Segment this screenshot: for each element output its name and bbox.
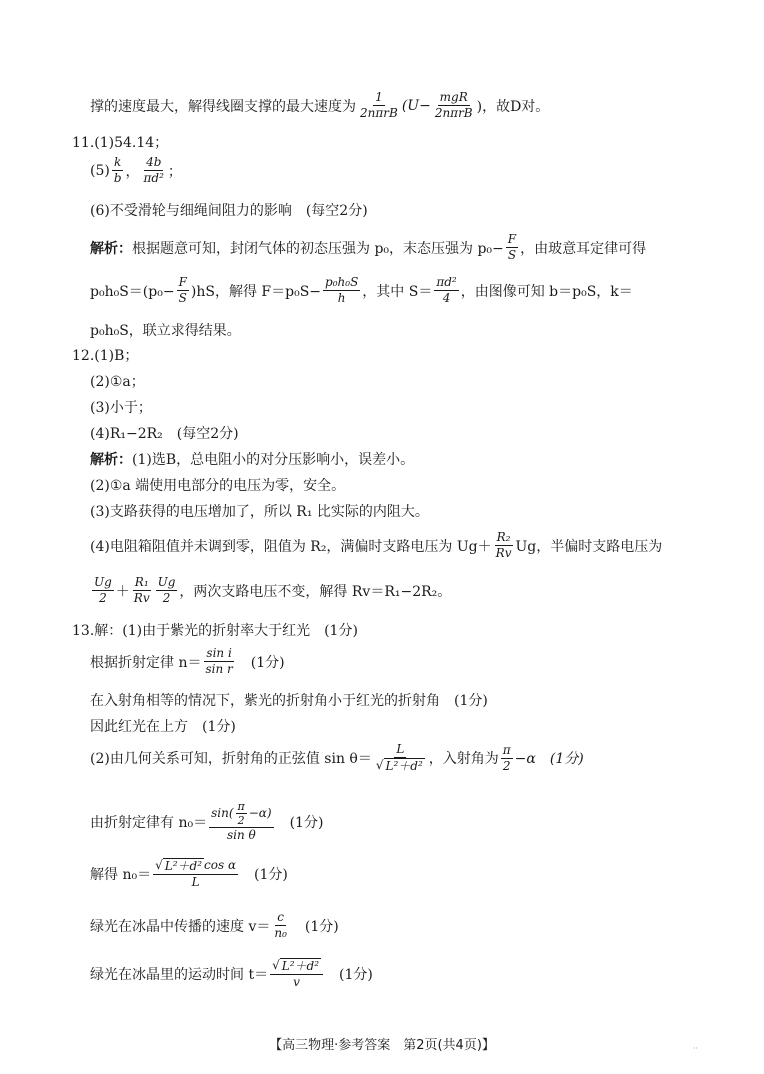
- q11-1: [72, 132, 168, 152]
- text: −α (1分): [514, 751, 584, 767]
- text: (1)选B，总电阻小的对分压影响小，误差小。: [132, 452, 415, 468]
- fraction: $\frac{\text{p₀h₀S}}{h}$: [325, 275, 359, 305]
- q12-analysis-2: [90, 475, 345, 495]
- q13-1: [72, 620, 358, 640]
- q12-4: [90, 423, 239, 443]
- q13-4: [90, 716, 236, 736]
- q13-2: [90, 646, 285, 677]
- fraction: 1 2nπrB: [360, 90, 398, 120]
- fraction: π 2: [502, 742, 511, 773]
- fraction: √ L²＋d² cos α L: [155, 858, 237, 889]
- text: (2)①a 端使用电部分的电压为零，安全。: [90, 478, 346, 494]
- fraction: sin i sin r: [205, 646, 233, 676]
- text: (1分): [236, 654, 285, 671]
- text: (1分): [290, 918, 339, 935]
- fraction: c n₀: [274, 910, 287, 940]
- q13-8: [90, 910, 339, 941]
- fraction: k b: [113, 155, 122, 185]
- text: ，其中 S＝: [362, 283, 433, 300]
- line-1: [90, 90, 549, 121]
- text: 由折射定律有 n₀＝: [90, 814, 208, 831]
- text: (4)电阻箱阻值并未调到零，阻值为 R₂，满偏时支路电压为 Ug＋: [90, 538, 492, 555]
- q13-3: [90, 690, 488, 710]
- text: p₀h₀S，联立求得结果。: [90, 323, 241, 339]
- text: ，由图像可知 b＝p₀S，k＝: [460, 283, 633, 300]
- text: 13.解：(1)由于紫光的折射率大于红光 (1分): [72, 623, 358, 639]
- text: (4)R₁−2R₂ (每空2分): [90, 426, 239, 442]
- text: 绿光在冰晶里的运动时间 t＝: [90, 967, 269, 983]
- text: (6)不受滑轮与细绳间阻力的影响 (每空2分): [90, 203, 368, 219]
- text: 11.(1)54.14；: [72, 135, 169, 151]
- fraction: Ug 2: [94, 575, 112, 605]
- text: (2)由几何关系可知，折射角的正弦值 sin θ＝: [90, 751, 372, 767]
- q11-analysis-1: [90, 232, 646, 263]
- q11-analysis-2: [90, 275, 633, 306]
- text: (3)支路获得的电压增加了，所以 R₁ 比实际的内阻大。: [90, 504, 429, 520]
- text: (U−: [401, 97, 431, 114]
- analysis-label: 解析：: [90, 240, 132, 257]
- q11-analysis-3: [90, 320, 241, 340]
- q12-analysis-3: [90, 501, 429, 521]
- q11-5: [90, 155, 182, 186]
- fraction: sin( π 2 −α) sin θ: [211, 800, 272, 842]
- text: 在入射角相等的情况下，紫光的折射角小于红光的折射角 (1分): [90, 693, 488, 709]
- text: )，故D对。: [476, 98, 550, 115]
- text: (2)①a；: [90, 374, 145, 390]
- q12-2: [90, 371, 145, 391]
- text: 撑的速度最大，解得线圈支撑的最大速度为: [90, 98, 356, 115]
- fraction: √ L²＋d² v: [270, 958, 323, 990]
- text: Ug，半偏时支路电压为: [515, 538, 663, 555]
- text: ，由玻意耳定律可得: [520, 240, 647, 257]
- text: (5): [90, 162, 110, 179]
- fraction: 4b πd²: [143, 155, 164, 185]
- q12-analysis-5: [90, 575, 451, 606]
- text: p₀h₀S＝(p₀−: [90, 283, 175, 300]
- text: ，: [125, 163, 140, 180]
- q13-6: [90, 800, 323, 843]
- text: 根据折射定律 n＝: [90, 654, 202, 671]
- q13-5: [90, 742, 584, 774]
- q12-analysis-4: [90, 530, 662, 561]
- text: 12.(1)B；: [72, 348, 139, 364]
- text: ；: [167, 163, 182, 180]
- fraction: πd² 4: [436, 275, 457, 305]
- q12-1: [72, 345, 138, 365]
- q12-analysis-1: [90, 449, 414, 469]
- fraction: $\frac{F}{S}$: [178, 275, 187, 305]
- analysis-label: 解析：: [90, 452, 132, 468]
- text: 绿光在冰晶中传播的速度 v＝: [90, 918, 271, 935]
- q12-3: [90, 397, 152, 417]
- fraction: mgR 2nπrB: [434, 90, 473, 120]
- q13-7: [90, 858, 288, 890]
- fraction: Ug 2: [157, 575, 176, 605]
- text: (3)小于；: [90, 400, 152, 416]
- fraction: R₂ Rv: [495, 530, 512, 560]
- text: 解得 n₀＝: [90, 867, 152, 883]
- text: (1分): [325, 967, 373, 983]
- text: ，入射角为: [428, 751, 499, 767]
- corner-mark: ··: [692, 1044, 698, 1053]
- text: (1分): [240, 867, 288, 883]
- page-footer: 【高三物理·参考答案 第2页(共4页)】: [269, 1038, 495, 1053]
- text: ＋: [115, 583, 130, 600]
- q11-6: [90, 200, 368, 220]
- fraction: $\frac{F}{S}$: [507, 232, 517, 262]
- text: 根据题意可知，封闭气体的初态压强为 p₀，末态压强为 p₀−: [132, 240, 504, 257]
- q13-9: [90, 958, 373, 990]
- fraction: R₁ Rv: [133, 575, 150, 605]
- text: (1分): [275, 814, 324, 831]
- fraction: L √ L²＋d²: [375, 742, 423, 773]
- text: 因此红光在上方 (1分): [90, 719, 236, 735]
- text: )hS，解得 F＝p₀S−: [190, 283, 322, 300]
- text: ，两次支路电压不变，解得 Rv＝R₁−2R₂。: [179, 583, 452, 600]
